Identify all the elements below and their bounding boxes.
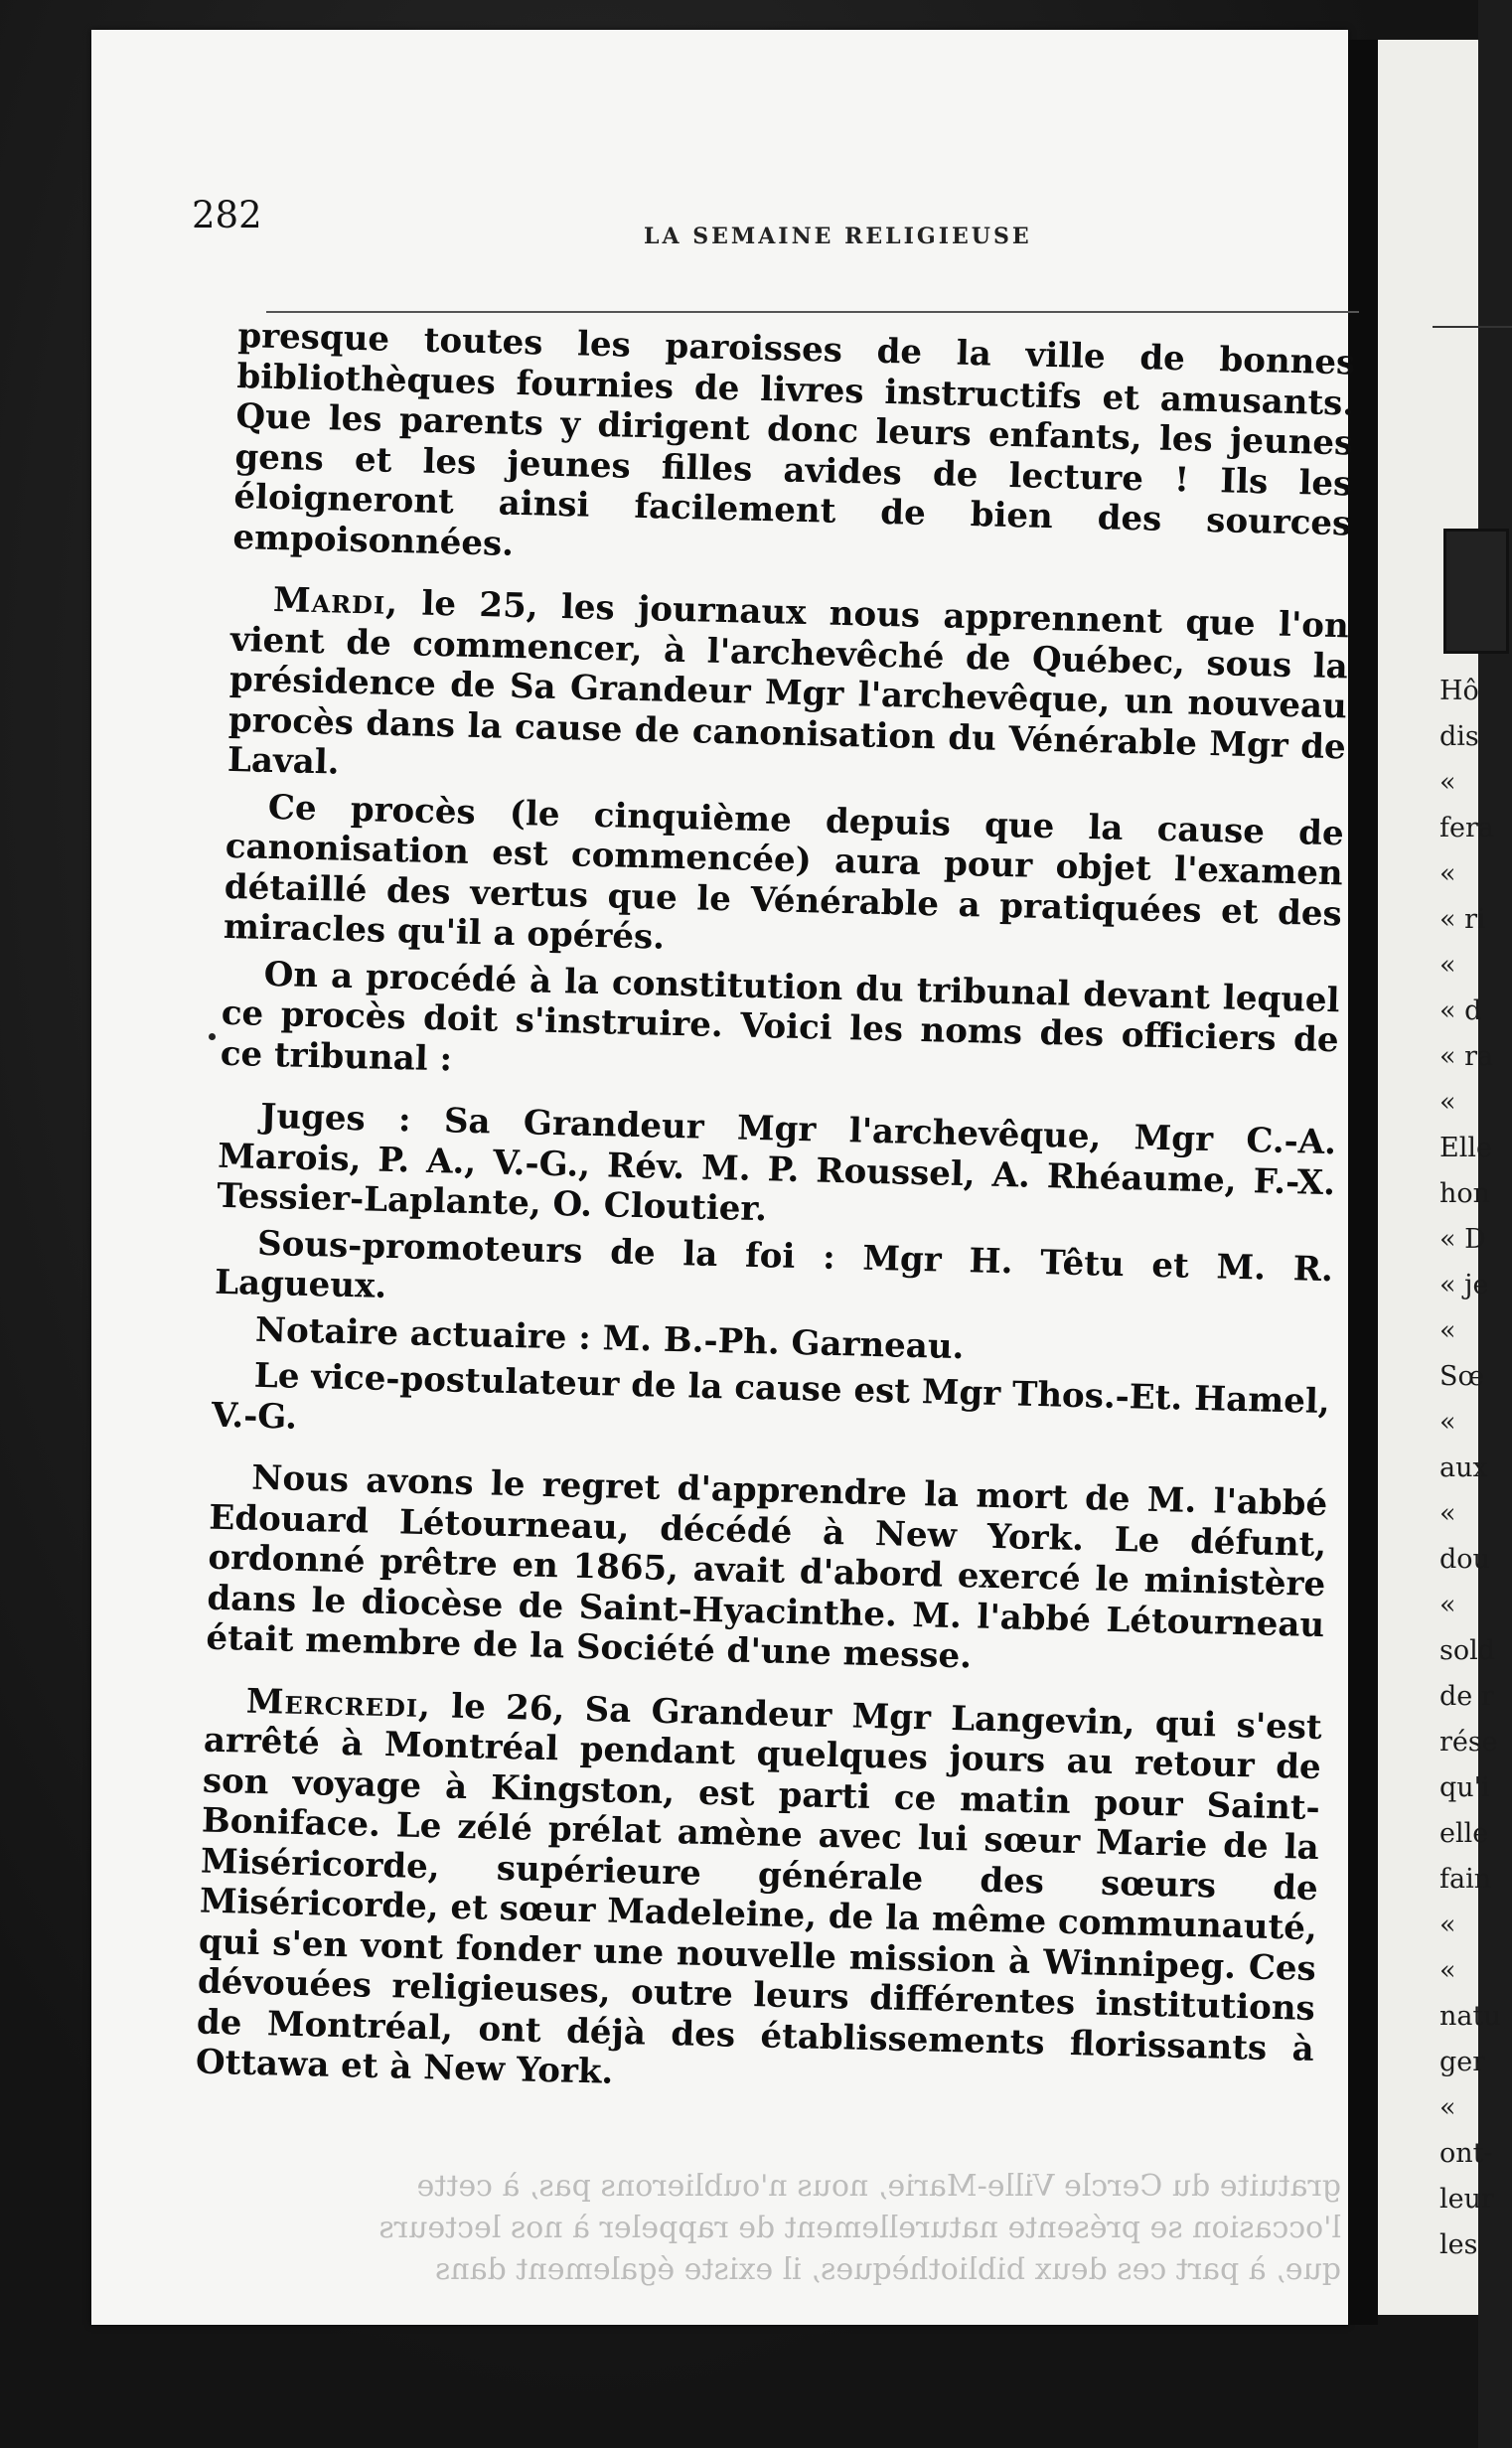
paragraph-text: le 25, les journaux nous apprennent que l'on vient de commencer, à l'archevêché de Québec, sous la présidence de Sa Grandeur Mgr l'archevêque, un nouveau procès dans la cause de canonisation du Vénérable Mgr de Laval.: [227, 583, 1350, 783]
facing-page-fragment: « ri: [1439, 904, 1486, 935]
running-title: LA SEMAINE RELIGIEUSE: [644, 224, 1032, 249]
facing-page-fragment: «: [1439, 1590, 1456, 1620]
facing-page-fragment: natu: [1439, 2001, 1501, 2032]
facing-page-fragment: les: [1439, 2229, 1478, 2260]
facing-page-fragment: elle: [1439, 1818, 1489, 1849]
bleed-through-text: [238, 2166, 1341, 2291]
page-header: [192, 194, 1364, 253]
facing-page-rule: [1433, 326, 1512, 328]
facing-page-fragment: leur: [1439, 2184, 1494, 2215]
facing-page-fragment: dou: [1439, 1544, 1490, 1575]
facing-page-fragment: aux: [1439, 1453, 1488, 1483]
bleed-line: l'occasion se présente naturellement de rappeler à nos lecteurs: [378, 2211, 1341, 2245]
facing-page-fragment: fain: [1439, 1864, 1492, 1895]
page-number: 282: [192, 194, 262, 236]
paragraph-mardi: [227, 579, 1350, 808]
facing-page-fragment: «: [1439, 1498, 1456, 1529]
paragraph-notaire: Notaire actuaire : M. B.-Ph. Garneau.: [254, 1309, 965, 1367]
bleed-line: gratuite du Cercle Ville-Marie, nous n'oublierons pas, à cette: [416, 2169, 1341, 2204]
facing-page-fragment: «: [1439, 767, 1456, 798]
facing-page-fragment: « je: [1439, 1270, 1489, 1300]
facing-page-ornament: [1443, 529, 1509, 654]
facing-page-fragment: sold: [1439, 1635, 1496, 1666]
day-heading: Mardi,: [272, 579, 399, 624]
facing-page-fragment: « ra: [1439, 1041, 1494, 1072]
paragraph-mercredi: [196, 1680, 1323, 2109]
facing-page-fragment: «: [1439, 1315, 1456, 1346]
header-rule: [266, 311, 1359, 313]
facing-page-fragment: «: [1439, 1087, 1456, 1118]
paragraph-promoteurs: Sous-promoteurs de la foi : Mgr H. Têtu et M. R. Lagueux.: [214, 1223, 1334, 1306]
facing-page-fragment: ont-: [1439, 2138, 1493, 2169]
facing-page-fragment: « D: [1439, 1224, 1486, 1255]
facing-page-fragment: «: [1439, 1407, 1456, 1438]
facing-page-fragment: «: [1439, 1955, 1456, 1986]
facing-page-fragment: dis: [1439, 721, 1479, 752]
facing-page-fragment: ger: [1439, 2047, 1486, 2077]
facing-page-fragment: «: [1439, 858, 1456, 889]
facing-page-fragment: rése: [1439, 1727, 1498, 1758]
facing-page-fragment: de r: [1439, 1681, 1494, 1712]
facing-page-edge: [1378, 40, 1501, 2315]
facing-page-fragment: Hô: [1439, 676, 1479, 706]
margin-speck: [209, 1033, 216, 1040]
paragraph-juges: Juges : Sa Grandeur Mgr l'archevêque, Mgr C.-A. Marois, P. A., V.-G., Rév. M. P. Roussel, A. Rhéaume, F.-X. Tessier-Laplante, O. Cloutier.: [216, 1096, 1337, 1230]
day-heading: Mercredi,: [245, 1681, 432, 1726]
facing-page-fragment: «: [1439, 950, 1456, 981]
paragraph-postulateur: Le vice-postulateur de la cause est Mgr Thos.-Et. Hamel, V.-G.: [211, 1355, 1331, 1438]
paragraph-text: le 26, Sa Grandeur Mgr Langevin, qui s'est arrêté à Montréal pendant quelques jours au retour de son voyage à Kingston, est parti ce matin pour Saint-Boniface. Le zélé prélat amène avec lui sœur Marie de la Miséricorde, supérieure générale des sœurs de Miséricorde, et sœur Madeleine, de la même communauté, qui s'en vont fonder une nouvelle mission à Winnipeg. Ces dévouées religieuses, outre leurs différentes institutions de Montréal, ont déjà des établissements florissants à Ottawa et à New York.: [195, 1685, 1323, 2092]
facing-page-fragment: qu'i: [1439, 1772, 1490, 1803]
bleed-line: que, à part ces deux bibliothèques, il existe également dans: [435, 2252, 1341, 2287]
facing-page-fragment: « d: [1439, 995, 1482, 1026]
paragraph-letourneau: Nous avons le regret d'apprendre la mort de M. l'abbé Edouard Létourneau, décédé à New York. Le défunt, ordonné prêtre en 1865, avait d'abord exercé le ministère dans le diocèse de Saint-Hyacinthe. M. l'abbé Létourneau était membre de la Société d'une messe.: [205, 1457, 1328, 1677]
facing-page-fragment: Sœ: [1439, 1361, 1485, 1392]
paragraph-proces: Ce procès (le cinquième depuis que la cause de canonisation est commencée) aura pour objet l'examen détaillé des vertus que le Vénérable a pratiquées et des miracles qu'il a opérés.: [223, 787, 1345, 958]
facing-page-fragment: hon: [1439, 1178, 1491, 1209]
article-body: [195, 316, 1355, 2115]
facing-page-fragment: fera: [1439, 813, 1494, 843]
paragraph-libraries: presque toutes les paroisses de la ville de bonnes bibliothèques fournies de livres instructifs et amusants. Que les parents y dirigent donc leurs enfants, les jeunes gens et les jeunes filles avides de lecture ! Ils les éloigneront ainsi facilement de bien des sources empoisonnées.: [232, 316, 1356, 564]
paragraph-tribunal: On a procédé à la constitution du tribunal devant lequel ce procès doit s'instruire. Voici les noms des officiers de ce tribunal :: [220, 954, 1340, 1079]
facing-page-fragment: «: [1439, 1910, 1456, 1940]
facing-page-fragment: «: [1439, 2092, 1456, 2123]
facing-page-fragment: Elle: [1439, 1133, 1492, 1163]
